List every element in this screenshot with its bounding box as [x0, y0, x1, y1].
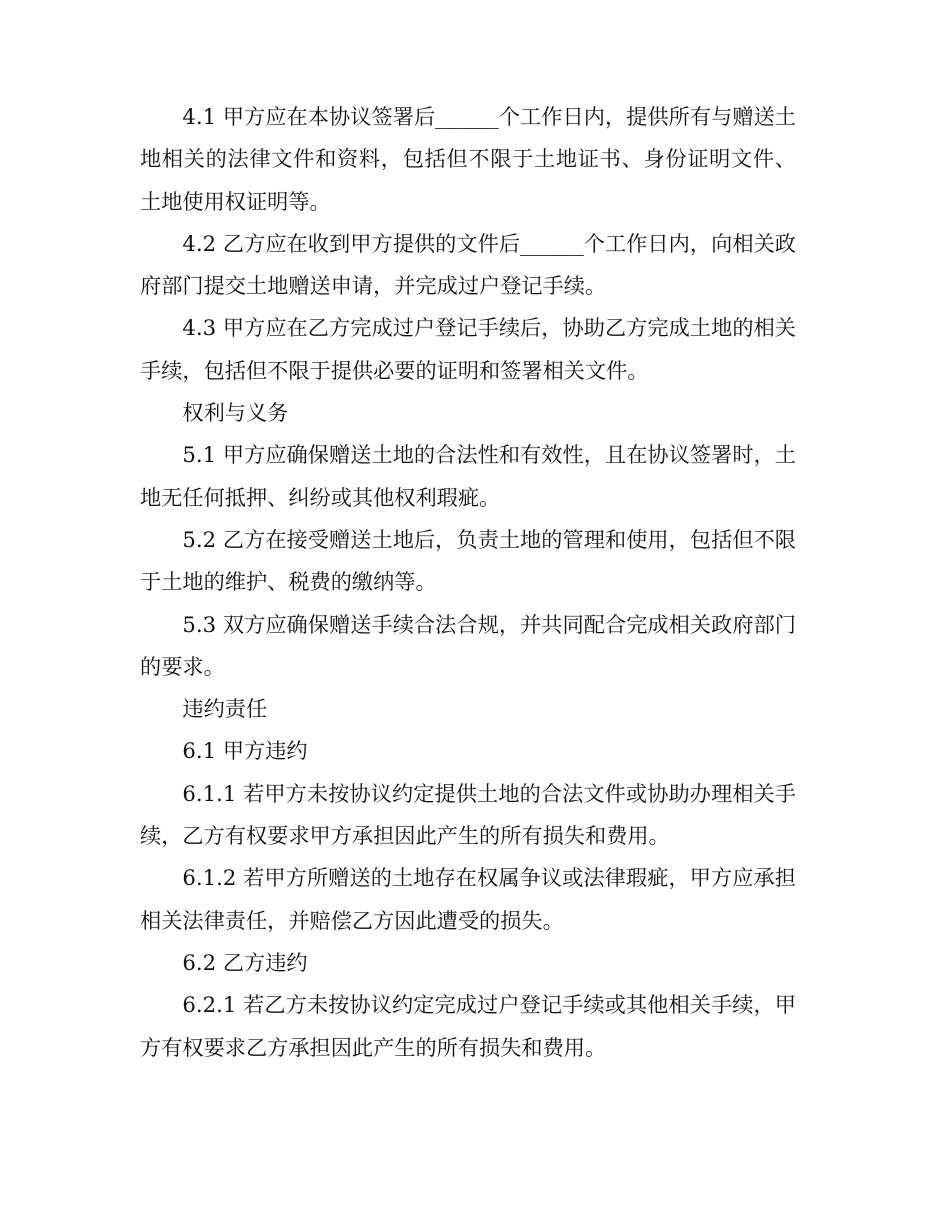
clause-6-2-1: 6.2.1 若乙方未按协议约定完成过户登记手续或其他相关手续，甲方有权要求乙方承担因此产生的所有损失和费用。 [140, 992, 796, 1060]
clause-6-1-1: 6.1.1 若甲方未按协议约定提供土地的合法文件或协助办理相关手续，乙方有权要求甲方承担因此产生的所有损失和费用。 [140, 780, 796, 849]
clause-5-2: 5.2 乙方在接受赠送土地后，负责土地的管理和使用，包括但不限于土地的维护、税费的缴纳等。 [140, 526, 796, 595]
clause-4-1: 4.1 甲方应在本协议签署后______个工作日内，提供所有与赠送土地相关的法律文件和资料，包括但不限于土地证书、身份证明文件、土地使用权证明等。 [140, 104, 796, 214]
clause-4-2: 4.2 乙方应在收到甲方提供的文件后______个工作日内，向相关政府部门提交土地赠送申请，并完成过户登记手续。 [140, 230, 796, 299]
document-page [140, 96, 796, 1069]
clause-6-1: 6.1 甲方违约 [182, 738, 308, 764]
clause-4-3: 4.3 甲方应在乙方完成过户登记手续后，协助乙方完成土地的相关手续，包括但不限于提供必要的证明和签署相关文件。 [140, 315, 796, 383]
section-heading-rights-obligations: 权利与义务 [182, 400, 289, 426]
clause-6-1-2: 6.1.2 若甲方所赠送的土地存在权属争议或法律瑕疵，甲方应承担相关法律责任，并赔偿乙方因此遭受的损失。 [140, 865, 796, 933]
section-heading-breach-liability: 违约责任 [182, 696, 268, 722]
clause-5-1: 5.1 甲方应确保赠送土地的合法性和有效性，且在协议签署时，土地无任何抵押、纠纷或其他权利瑕疵。 [140, 442, 796, 510]
clause-5-3: 5.3 双方应确保赠送手续合法合规，并共同配合完成相关政府部门的要求。 [140, 611, 796, 679]
clause-6-2: 6.2 乙方违约 [182, 949, 308, 975]
